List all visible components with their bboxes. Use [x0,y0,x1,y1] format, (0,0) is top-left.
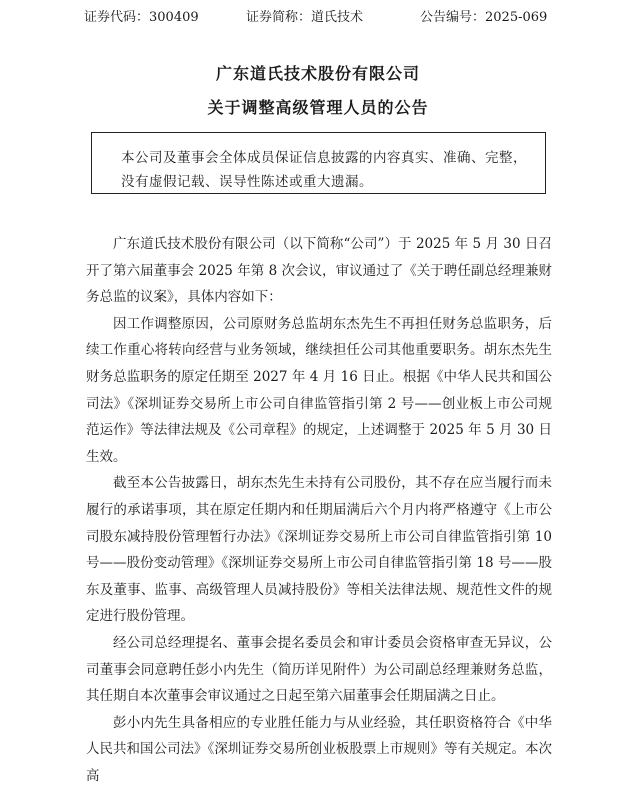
paragraph: 广东道氏技术股份有限公司（以下简称“公司”）于 2025 年 5 月 30 日召开了第六届董事会 2025 年第 8 次会议，审议通过了《关于聘任副总经理兼财务总监的议案》，具体内容如下： [86,236,552,306]
paragraph: 彭小内先生具备相应的专业胜任能力与从业经验，其任职资格符合《中华人民共和国公司法》《深圳证券交易所创业板股票上市规则》等有关规定。本次高 [86,714,552,784]
stock-short-name: 证券简称：道氏技术 [246,10,364,25]
paragraph: 截至本公告披露日，胡东杰先生未持有公司股份，其不存在应当履行而未履行的承诺事项，其在原定任期内和任期届满后六个月内将严格遵守《上市公司股东减持股份管理暂行办法》《深圳证券交易所上市公司自律监管指引第 10 号——股份变动管理》《深圳证券交易所上市公司自律监管指引第 18 号——股东及董事、监事、高级管理人员减持股份》等相关法律法规、规范性文件的规定进行股份管理。 [86,475,552,625]
company-name: 广东道氏技术股份有限公司 [215,64,420,83]
announcement-body [86,231,552,789]
document-header [84,6,566,24]
paragraph: 因工作调整原因，公司原财务总监胡东杰先生不再担任财务总监职务，后续工作重心将转向经营与业务领域，继续担任公司其他重要职务。胡东杰先生财务总监职务的原定任期至 2027 年 4 月 16 日止。根据《中华人民共和国公司法》《深圳证券交易所上市公司自律监管指引第 2 号——创业板上市公司规范运作》等法律法规及《公司章程》的规定，上述调整于 2025 年 5 月 30 日生效。 [86,315,552,465]
disclaimer-box: 本公司及董事会全体成员保证信息披露的内容真实、准确、完整，没有虚假记载、误导性陈述或重大遗漏。 [91,132,546,194]
announcement-number: 公告编号：2025-069 [420,10,548,25]
announcement-title: 关于调整高级管理人员的公告 [207,98,429,117]
paragraph: 经公司总经理提名、董事会提名委员会和审计委员会资格审查无异议，公司董事会同意聘任彭小内先生（简历详见附件）为公司副总经理兼财务总监，其任期自本次董事会审议通过之日起至第六届董事会任期届满之日止。 [86,634,552,705]
stock-code: 证券代码：300409 [84,10,199,25]
